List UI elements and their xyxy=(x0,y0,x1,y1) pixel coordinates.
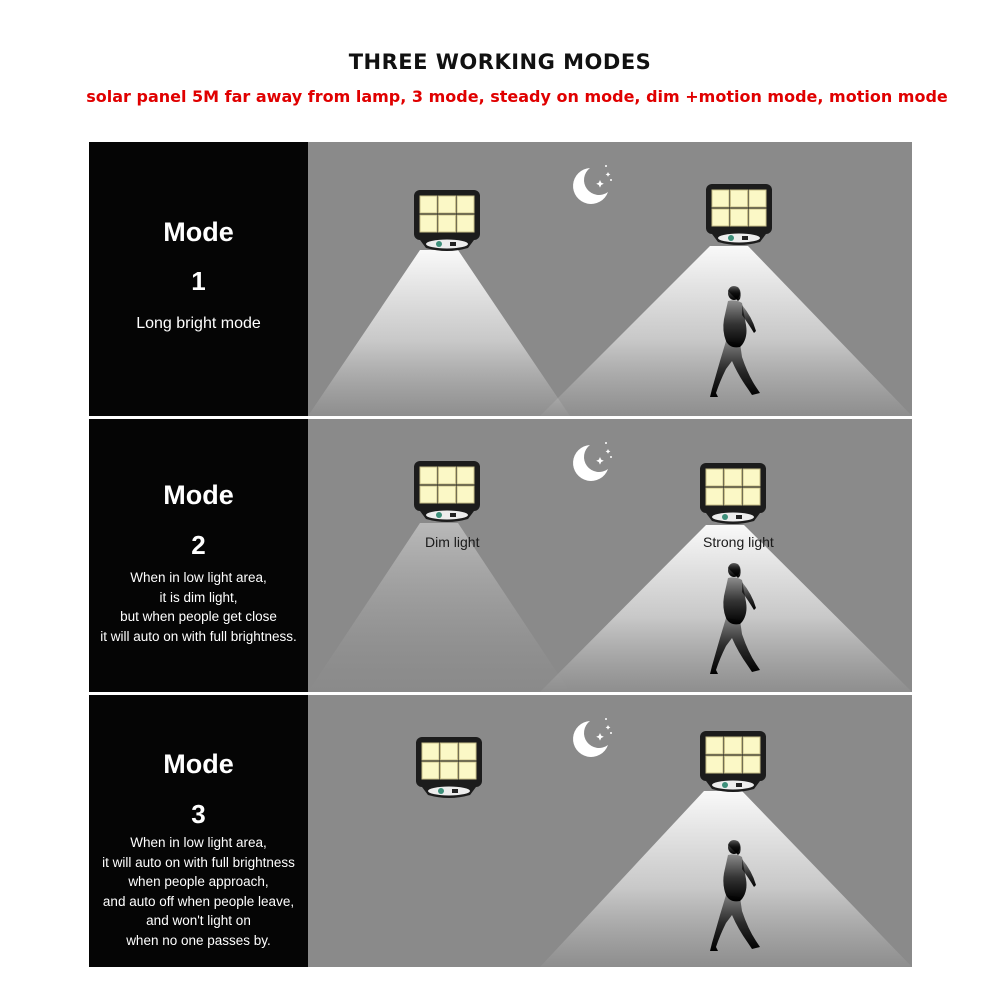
mode-1-title: Mode xyxy=(163,217,234,247)
lamp-icon xyxy=(700,463,766,524)
mode-3-desc-line: When in low light area, xyxy=(130,835,267,850)
mode-2-description xyxy=(89,568,308,646)
page-title: THREE WORKING MODES xyxy=(348,50,652,74)
mode-2-desc-line: it is dim light, xyxy=(159,589,238,605)
lamp-icon xyxy=(414,190,480,251)
dim-light-label: Dim light xyxy=(425,534,480,550)
mode-3-desc-line: when people approach, xyxy=(128,874,269,889)
mode-1-scene xyxy=(308,142,912,416)
mode-3-number: 3 xyxy=(191,799,206,829)
mode-2-number: 2 xyxy=(191,530,206,560)
mode-2-scene xyxy=(308,419,912,692)
mode-3-title: Mode xyxy=(163,749,234,779)
mode-1-row xyxy=(89,142,912,416)
strong-light-label: Strong light xyxy=(703,534,774,550)
lamp-icon xyxy=(706,184,772,245)
mode-2-desc-line: When in low light area, xyxy=(130,570,267,585)
mode-2-panel xyxy=(89,419,308,692)
mode-2-desc-line: but when people get close xyxy=(120,609,277,624)
mode-3-panel xyxy=(89,695,308,967)
mode-3-scene xyxy=(308,695,912,967)
lamp-icon xyxy=(416,737,482,798)
moon-stars-icon xyxy=(573,442,612,481)
lamp-icon xyxy=(414,461,480,522)
mode-2-row xyxy=(89,419,912,692)
mode-3-description xyxy=(89,833,308,950)
mode-2-desc-line: it will auto on with full brightness. xyxy=(100,628,297,644)
mode-1-description xyxy=(89,314,308,334)
mode-2-title: Mode xyxy=(163,480,234,510)
mode-3-desc-line: it will auto on with full brightness xyxy=(102,854,295,870)
moon-stars-icon xyxy=(573,718,612,757)
page-subtitle: solar panel 5M far away from lamp, 3 mode, steady on mode, dim +motion mode, motion mode xyxy=(86,87,948,106)
mode-3-row xyxy=(89,695,912,967)
light-beam xyxy=(308,250,570,416)
mode-3-desc-line: when no one passes by. xyxy=(126,932,271,948)
mode-3-desc-line: and won't light on xyxy=(146,913,251,928)
lamp-icon xyxy=(700,731,766,792)
mode-1-number: 1 xyxy=(191,266,206,296)
moon-stars-icon xyxy=(573,165,612,204)
mode-3-desc-line: and auto off when people leave, xyxy=(102,893,295,909)
mode-1-desc-line: Long bright mode xyxy=(136,315,261,332)
mode-1-panel xyxy=(89,142,308,416)
